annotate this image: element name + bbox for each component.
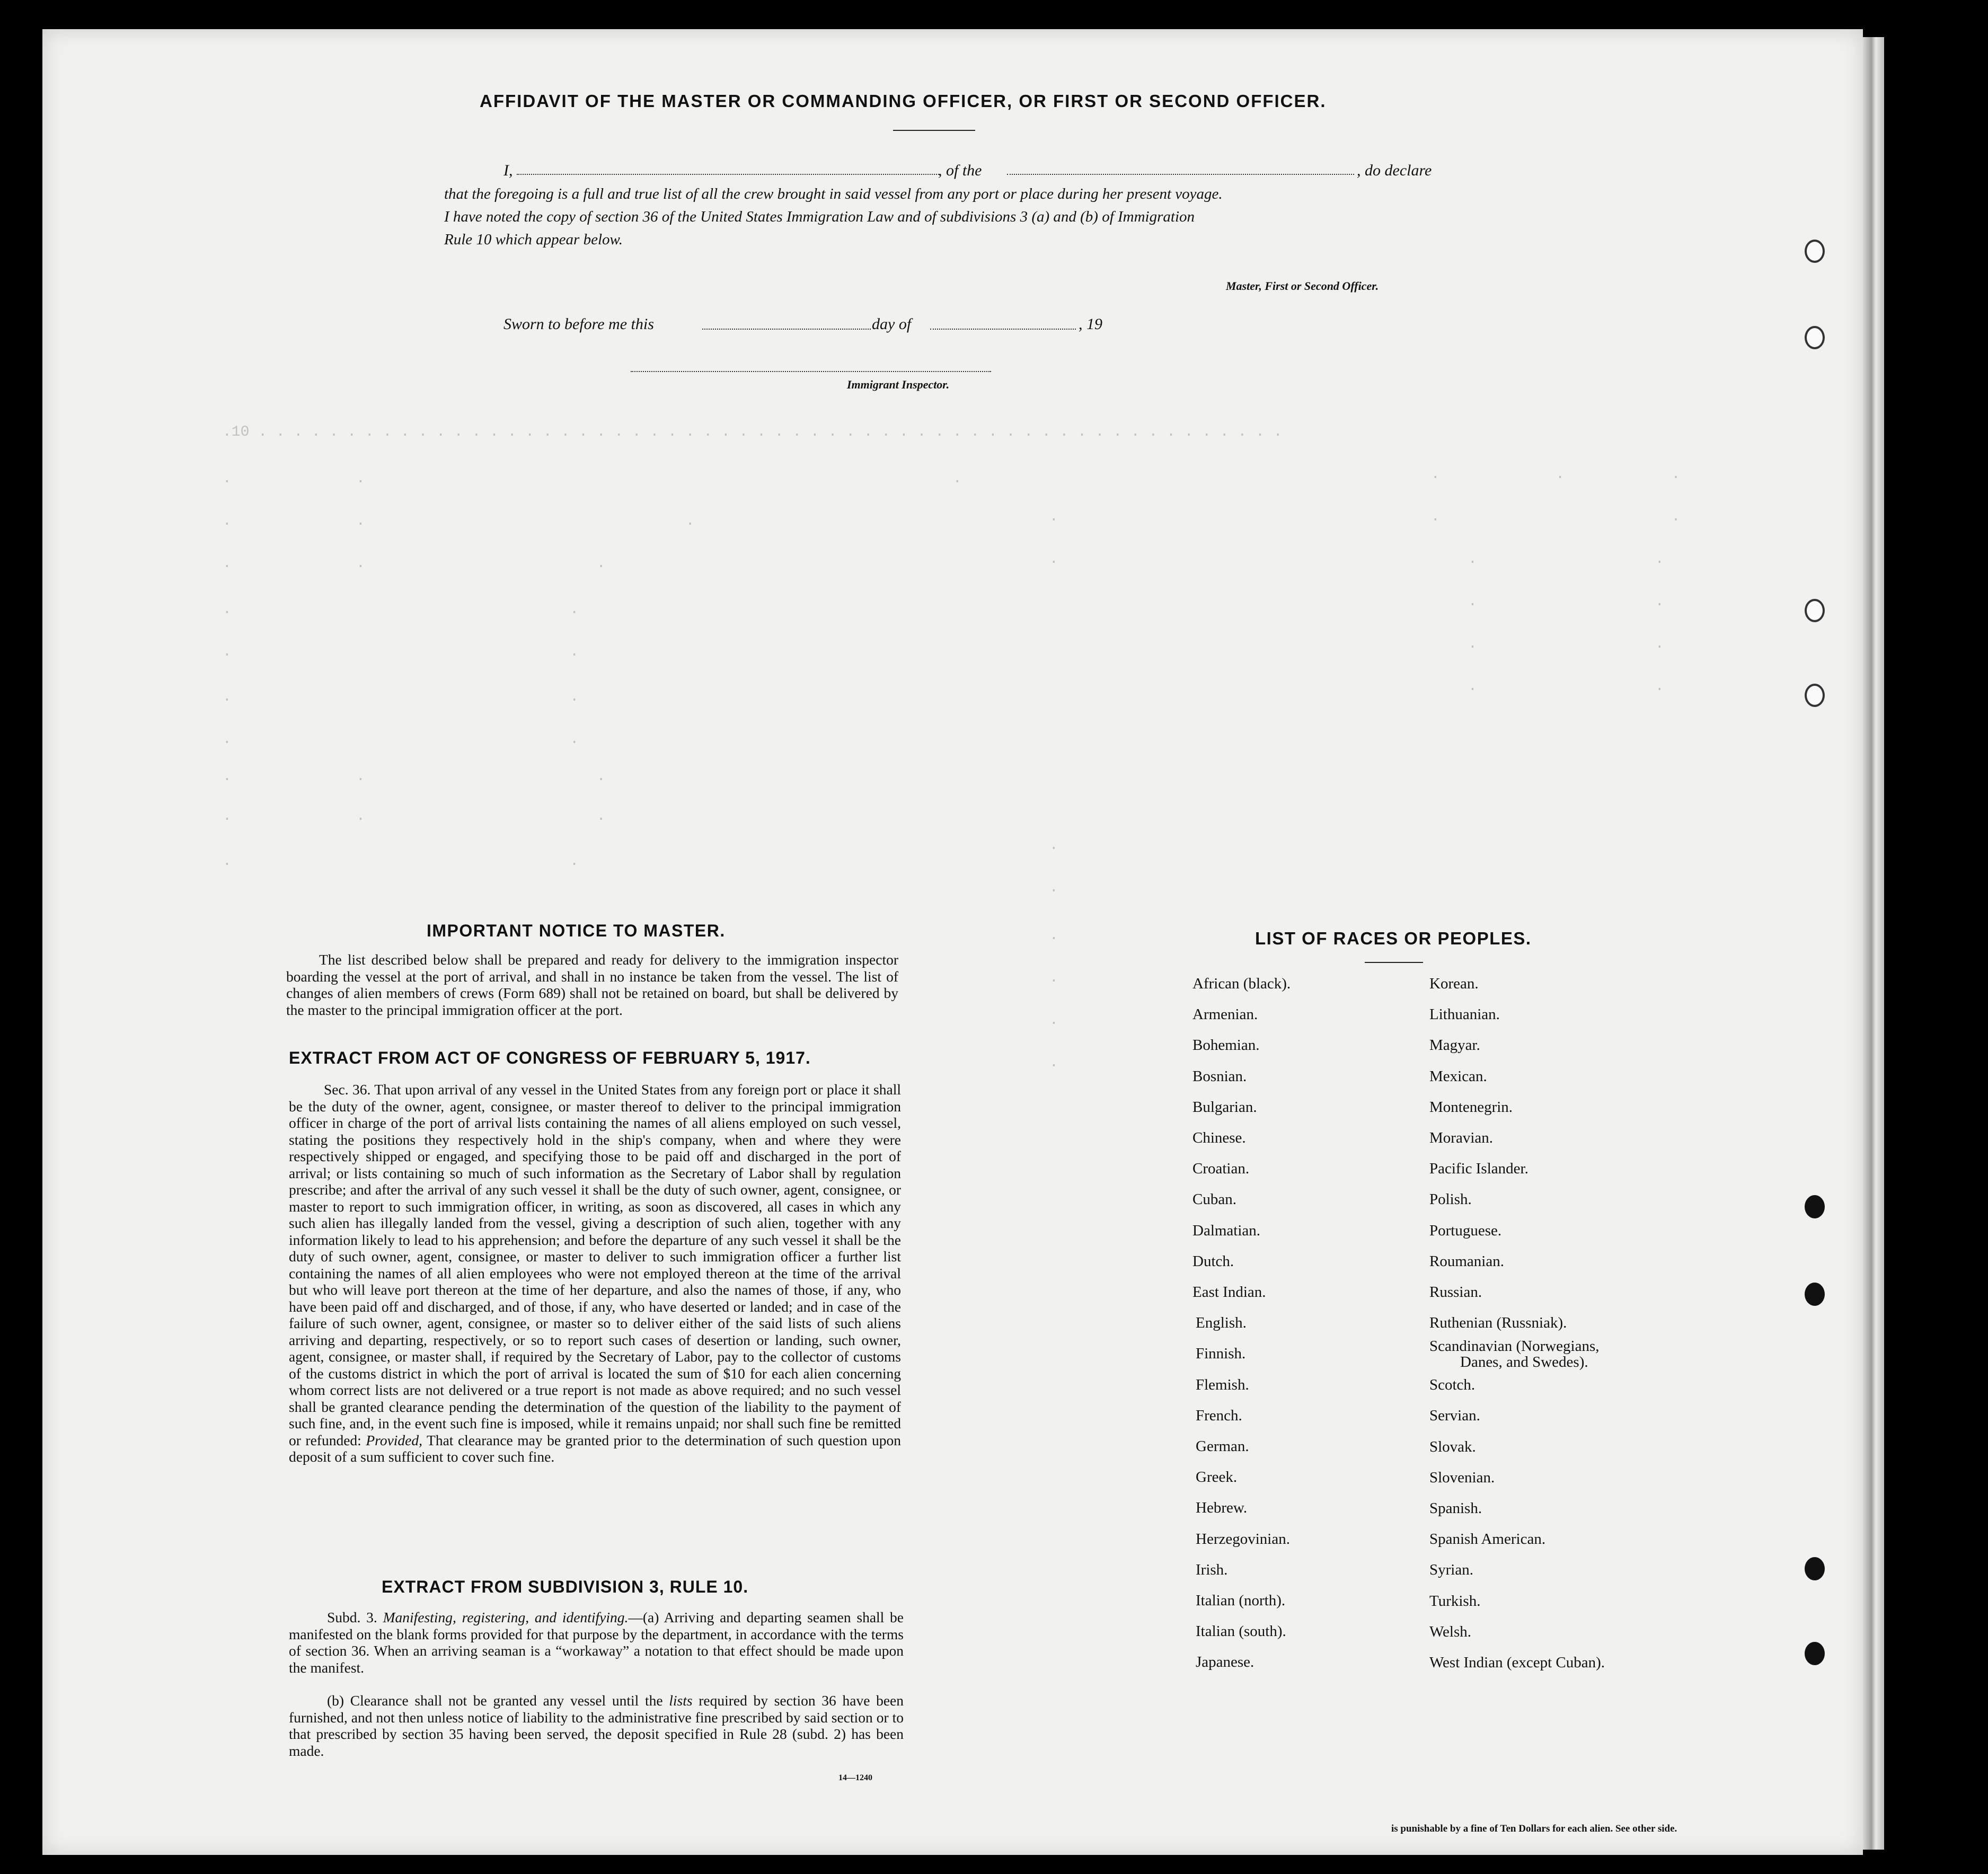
affidavit-do-declare-label: , do declare <box>1357 162 1432 179</box>
notice-body-text: The list described below shall be prepared and ready for delivery to the immigration inspector boarding the vessel at the port of arrival, and shall in no instance be taken from the vessel. The list of changes of alien members of crews (Form 689) shall not be retained on board, but shall be delivered by the master to the principal immigration officer at the port. <box>286 951 898 1018</box>
notice-title: IMPORTANT NOTICE TO MASTER. <box>427 921 726 940</box>
race-item: Bosnian. <box>1192 1067 1247 1085</box>
race-item: Servian. <box>1429 1407 1480 1425</box>
sworn-day-field[interactable] <box>702 329 871 330</box>
race-item: Polish. <box>1429 1191 1472 1208</box>
race-item: Turkish. <box>1429 1592 1481 1610</box>
race-item: Japanese. <box>1196 1654 1254 1671</box>
extract-rule-a <box>289 1609 904 1676</box>
subd-b-body: required by section 36 have been furnished, and not then unless notice of liability to the administrative fine prescribed by said section or to that prescribed by section 35 having been served, the deposit specified in Rule 28 (subd. 2) has been made. <box>289 1692 904 1759</box>
extract-act-title: EXTRACT FROM ACT OF CONGRESS OF FEBRUARY 5, 1917. <box>289 1048 811 1067</box>
footer-note: is punishable by a fine of Ten Dollars for each alien. See other side. <box>1391 1823 1677 1834</box>
binder-hole <box>1805 1557 1825 1580</box>
race-item: Moravian. <box>1429 1129 1493 1146</box>
race-item: English. <box>1196 1314 1247 1332</box>
extract-act-body <box>289 1081 901 1465</box>
race-item: Hebrew. <box>1196 1499 1248 1517</box>
race-item: Montenegrin. <box>1429 1098 1513 1116</box>
subd-a-body: —(a) Arriving and departing seamen shall be manifested on the blank forms provided for that purpose by the department, in accordance with the terms of section 36. When an arriving seaman is a “workaway” a notation to that effect should be made upon the manifest. <box>289 1609 904 1676</box>
sworn-label: Sworn to before me this <box>503 315 654 333</box>
notice-body <box>286 951 898 1018</box>
race-item: Italian (north). <box>1196 1592 1286 1609</box>
inspector-signature-field[interactable] <box>631 371 991 372</box>
page-edge <box>1863 37 1884 1850</box>
binder-hole <box>1805 1195 1825 1218</box>
race-item: Spanish. <box>1429 1500 1482 1517</box>
race-item: Irish. <box>1196 1561 1228 1578</box>
subd-b-lead: (b) Clearance shall not be granted any vessel until the <box>327 1692 663 1709</box>
race-item: Russian. <box>1429 1284 1482 1301</box>
race-item: East Indian. <box>1192 1284 1266 1301</box>
binder-hole <box>1805 684 1825 707</box>
race-item: Flemish. <box>1196 1376 1249 1393</box>
affidavit-title-rule <box>893 130 975 131</box>
subd-a-italic: Manifesting, registering, and identifying. <box>383 1609 629 1625</box>
race-item: Finnish. <box>1196 1345 1246 1363</box>
race-item: Scandinavian (Norwegians, <box>1429 1338 1600 1355</box>
race-item: Portuguese. <box>1429 1222 1502 1239</box>
race-item: Welsh. <box>1429 1623 1472 1640</box>
affidavit-title: AFFIDAVIT OF THE MASTER OR COMMANDING OFFICER, OR FIRST OR SECOND OFFICER. <box>480 91 1327 111</box>
race-item: Cuban. <box>1192 1191 1236 1208</box>
race-item: African (black). <box>1192 975 1291 992</box>
affidavit-line-2: that the foregoing is a full and true list of all the crew brought in said vessel from any port or place during her present voyage. <box>444 185 1223 202</box>
race-item: Herzegovinian. <box>1196 1530 1290 1548</box>
affidavit-line-4: Rule 10 which appear below. <box>444 231 623 248</box>
race-item: Italian (south). <box>1196 1623 1286 1640</box>
extract-act-text-after: That clearance may be granted prior to the determination of such question upon deposit of a sum sufficient to cover such fine. <box>289 1431 901 1465</box>
sworn-month-field[interactable] <box>930 329 1076 330</box>
race-item: Lithuanian. <box>1429 1006 1500 1023</box>
race-item: Dalmatian. <box>1192 1222 1261 1239</box>
race-item: Dutch. <box>1192 1252 1234 1270</box>
affidavit-name-field[interactable] <box>517 174 941 175</box>
race-item: Korean. <box>1429 975 1479 992</box>
binder-hole <box>1805 599 1825 622</box>
extract-rule-b <box>289 1692 904 1759</box>
binder-hole <box>1805 1642 1825 1665</box>
race-item: Bulgarian. <box>1192 1098 1257 1116</box>
extract-rule-title: EXTRACT FROM SUBDIVISION 3, RULE 10. <box>382 1577 749 1596</box>
race-item: Pacific Islander. <box>1429 1160 1528 1178</box>
form-number: 14—1240 <box>838 1773 872 1782</box>
binder-hole <box>1805 1283 1825 1306</box>
race-item: Roumanian. <box>1429 1252 1504 1270</box>
race-item: Armenian. <box>1192 1006 1258 1023</box>
race-item: Scotch. <box>1429 1376 1475 1394</box>
race-item: Slovak. <box>1429 1438 1476 1455</box>
subd-b-italic: lists <box>669 1692 693 1709</box>
race-item: Greek. <box>1196 1469 1238 1486</box>
races-title-rule <box>1365 962 1423 963</box>
binder-hole <box>1805 326 1825 349</box>
race-item: Slovenian. <box>1429 1469 1495 1486</box>
affidavit-vessel-field[interactable] <box>1007 174 1354 175</box>
extract-act-text: Sec. 36. That upon arrival of any vessel in the United States from any foreign port or place it shall be the duty of the owner, agent, consignee, or master thereof to deliver to the principal immigration officer in charge of the port of arrival lists containing the names of all aliens employed on such vessel, stating the positions they respectively hold in the ship's company, when and where they were respectively shipped or engaged, and specifying those to be paid off and discharged in the port of arrival; or lists containing so much of such information as the Secretary of Labor shall by regulation prescribe; and after the arrival of any such vessel it shall be the duty of such owner, agent, consignee, or master to report to such immigration officer, in writing, as soon as discovered, all cases in which any such alien has illegally landed from the vessel, giving a description of such alien, together with any information likely to lead to his apprehension; and before the departure of any such vessel it shall be the duty of such owner, agent, consignee, or master to deliver to such immigration officer a further list containing the names of all alien employees who were not employed thereon at the time of the arrival but who will leave port thereon at the time of her departure, and also the names of those, if any, who have been paid off and discharged, and of those, if any, who have deserted or landed; and in case of the failure of such owner, agent, consignee, or master so to deliver either of the said lists of such aliens arriving and departing, respectively, or so to report such cases of desertion or landing, such owner, agent, consignee, or master shall, if required by the Secretary of Labor, pay to the collector of customs of the customs district in which the port of arrival is located the sum of $10 for each alien concerning whom correct lists are not delivered or a true report is not made as above required; and no such vessel shall be granted clearance pending the determination of the question of the liability to the payment of such fine, and, in the event such fine is imposed, while it remains unpaid; nor shall such fine be remitted or refunded: <box>289 1081 901 1448</box>
affidavit-line-3: I have noted the copy of section 36 of the United States Immigration Law and of subdivisions 3 (a) and (b) of Immigration <box>444 208 1195 225</box>
race-item: Syrian. <box>1429 1561 1473 1579</box>
race-item: West Indian (except Cuban). <box>1429 1654 1605 1671</box>
races-title: LIST OF RACES OR PEOPLES. <box>1255 929 1532 948</box>
race-item: Chinese. <box>1192 1129 1246 1146</box>
year-label: , 19 <box>1079 315 1102 333</box>
race-item: Bohemian. <box>1192 1037 1260 1054</box>
race-item: Mexican. <box>1429 1067 1487 1085</box>
affidavit-i-label: I, <box>503 162 513 179</box>
race-item: Spanish American. <box>1429 1531 1546 1548</box>
race-item: French. <box>1196 1407 1242 1424</box>
inspector-label: Immigrant Inspector. <box>847 378 950 391</box>
race-item: Danes, and Swedes). <box>1460 1354 1588 1371</box>
subd-a-lead: Subd. 3. <box>327 1609 377 1625</box>
binder-hole <box>1805 240 1825 263</box>
affidavit-of-the-label: , of the <box>938 162 982 179</box>
extract-act-provided: Provided, <box>366 1431 423 1448</box>
signature-label: Master, First or Second Officer. <box>1226 279 1379 293</box>
race-item: Croatian. <box>1192 1160 1250 1178</box>
document-page <box>42 29 1863 1855</box>
race-item: German. <box>1196 1438 1249 1455</box>
day-of-label: day of <box>872 315 912 333</box>
race-item: Ruthenian (Russniak). <box>1429 1314 1567 1332</box>
race-item: Magyar. <box>1429 1037 1480 1054</box>
